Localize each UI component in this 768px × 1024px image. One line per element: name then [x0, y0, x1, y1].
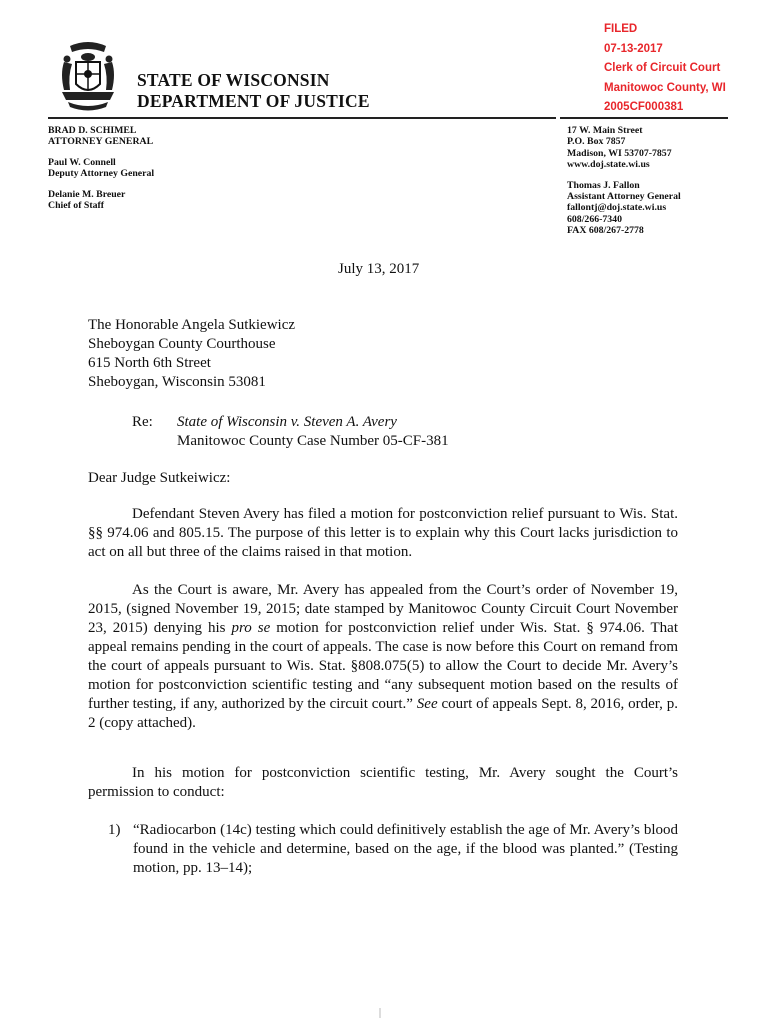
paragraph-2-text-c: court of appeals Sept. 8, 2016, order, p. 2 (copy attached).	[88, 696, 678, 731]
address-po-box: P.O. Box 7857	[567, 136, 626, 148]
recipient-line: The Honorable Angela Sutkiewicz	[88, 317, 296, 333]
author-title: Assistant Attorney General	[567, 191, 681, 203]
official-chief-of-staff	[48, 189, 154, 212]
recipient-address	[88, 316, 295, 392]
address-street: 17 W. Main Street	[567, 125, 643, 136]
official-deputy	[48, 157, 154, 180]
re-case-name: State of Wisconsin v. Steven A. Avery	[177, 414, 397, 430]
paragraph-3	[88, 764, 678, 802]
salutation: Dear Judge Sutkeiwicz:	[88, 470, 231, 486]
official-name: Paul W. Connell	[48, 156, 116, 168]
letter-date: July 13, 2017	[338, 261, 420, 277]
official-attorney-general	[48, 125, 154, 148]
recipient-line: 615 North 6th Street	[88, 355, 211, 371]
paragraph-2-italic-see: See	[416, 696, 438, 712]
address-web: www.doj.state.wi.us	[567, 159, 650, 171]
official-name: Delanie M. Breuer	[48, 188, 126, 200]
paragraph-2-text-b: motion for postconviction relief under Wis. Stat. § 974.06. That appeal remains pending in the court of appeals. The case is now before this Court on remand from the court of appeals pursuant to Wis. Stat. §808.075(5) to allow the Court to decide Mr. Avery’s motion for postconviction scientific testing and “any subsequent motion based on the results of further testing, if any, authorized by the circuit court.”	[88, 620, 679, 712]
wisconsin-seal-icon	[56, 40, 120, 112]
letterhead-divider-right	[560, 117, 728, 119]
paragraph-1	[88, 505, 678, 562]
recipient-line: Sheboygan County Courthouse	[88, 336, 276, 352]
re-label: Re:	[132, 414, 153, 430]
author-phone: 608/266-7340	[567, 213, 622, 225]
stamp-line: Manitowoc County, WI	[604, 81, 726, 94]
paragraph-2	[88, 581, 678, 733]
re-case-number: Manitowoc County Case Number 05-CF-381	[177, 433, 449, 449]
page-mark	[379, 1008, 381, 1018]
filed-stamp	[604, 20, 726, 118]
paragraph-2-text-a: As the Court is aware, Mr. Avery has appealed from the Court’s order of November 19, 2015, (signed November 19, 2015; date stamped by Manitowoc County Circuit Court November 23, 2015) denying his	[88, 582, 678, 636]
paragraph-1-text: Defendant Steven Avery has filed a motion for postconviction relief pursuant to Wis. Stat. §§ 974.06 and 805.15. The purpose of this letter is to explain why this Court lacks jurisdiction to act on all but three of the claims raised in that motion.	[88, 506, 678, 560]
author-name: Thomas J. Fallon	[567, 179, 640, 191]
officials-list	[48, 125, 154, 220]
re-subject	[177, 413, 449, 451]
paragraph-3-text: In his motion for postconviction scientific testing, Mr. Avery sought the Court’s permission to conduct:	[88, 765, 678, 800]
list-item-number: 1)	[108, 822, 121, 838]
contact-block	[567, 125, 681, 246]
recipient-line: Sheboygan, Wisconsin 53081	[88, 374, 266, 390]
stamp-line: FILED	[604, 23, 638, 35]
official-name: BRAD D. SCHIMEL	[48, 125, 137, 136]
author-email: fallontj@doj.state.wi.us	[567, 202, 667, 214]
address-city: Madison, WI 53707-7857	[567, 147, 672, 159]
stamp-line: 2005CF000381	[604, 101, 684, 113]
author-block	[567, 180, 681, 237]
agency-line-1: STATE OF WISCONSIN	[137, 70, 330, 90]
agency-name	[137, 70, 370, 112]
author-fax: FAX 608/267-2778	[567, 225, 644, 237]
official-title: ATTORNEY GENERAL	[48, 136, 154, 148]
stamp-line: 07-13-2017	[604, 42, 663, 55]
paragraph-2-italic-pro-se: pro se	[231, 620, 271, 636]
office-address	[567, 125, 681, 171]
official-title: Deputy Attorney General	[48, 168, 155, 180]
list-item-1: “Radiocarbon (14c) testing which could definitively establish the age of Mr. Avery’s blood found in the vehicle and determine, based on the age, if the blood was planted.” (Testing motion, pp. 13–14);	[133, 822, 678, 876]
stamp-line: Clerk of Circuit Court	[604, 62, 721, 74]
agency-line-2: DEPARTMENT OF JUSTICE	[137, 91, 370, 111]
letterhead-divider	[48, 117, 556, 119]
official-title: Chief of Staff	[48, 200, 105, 212]
